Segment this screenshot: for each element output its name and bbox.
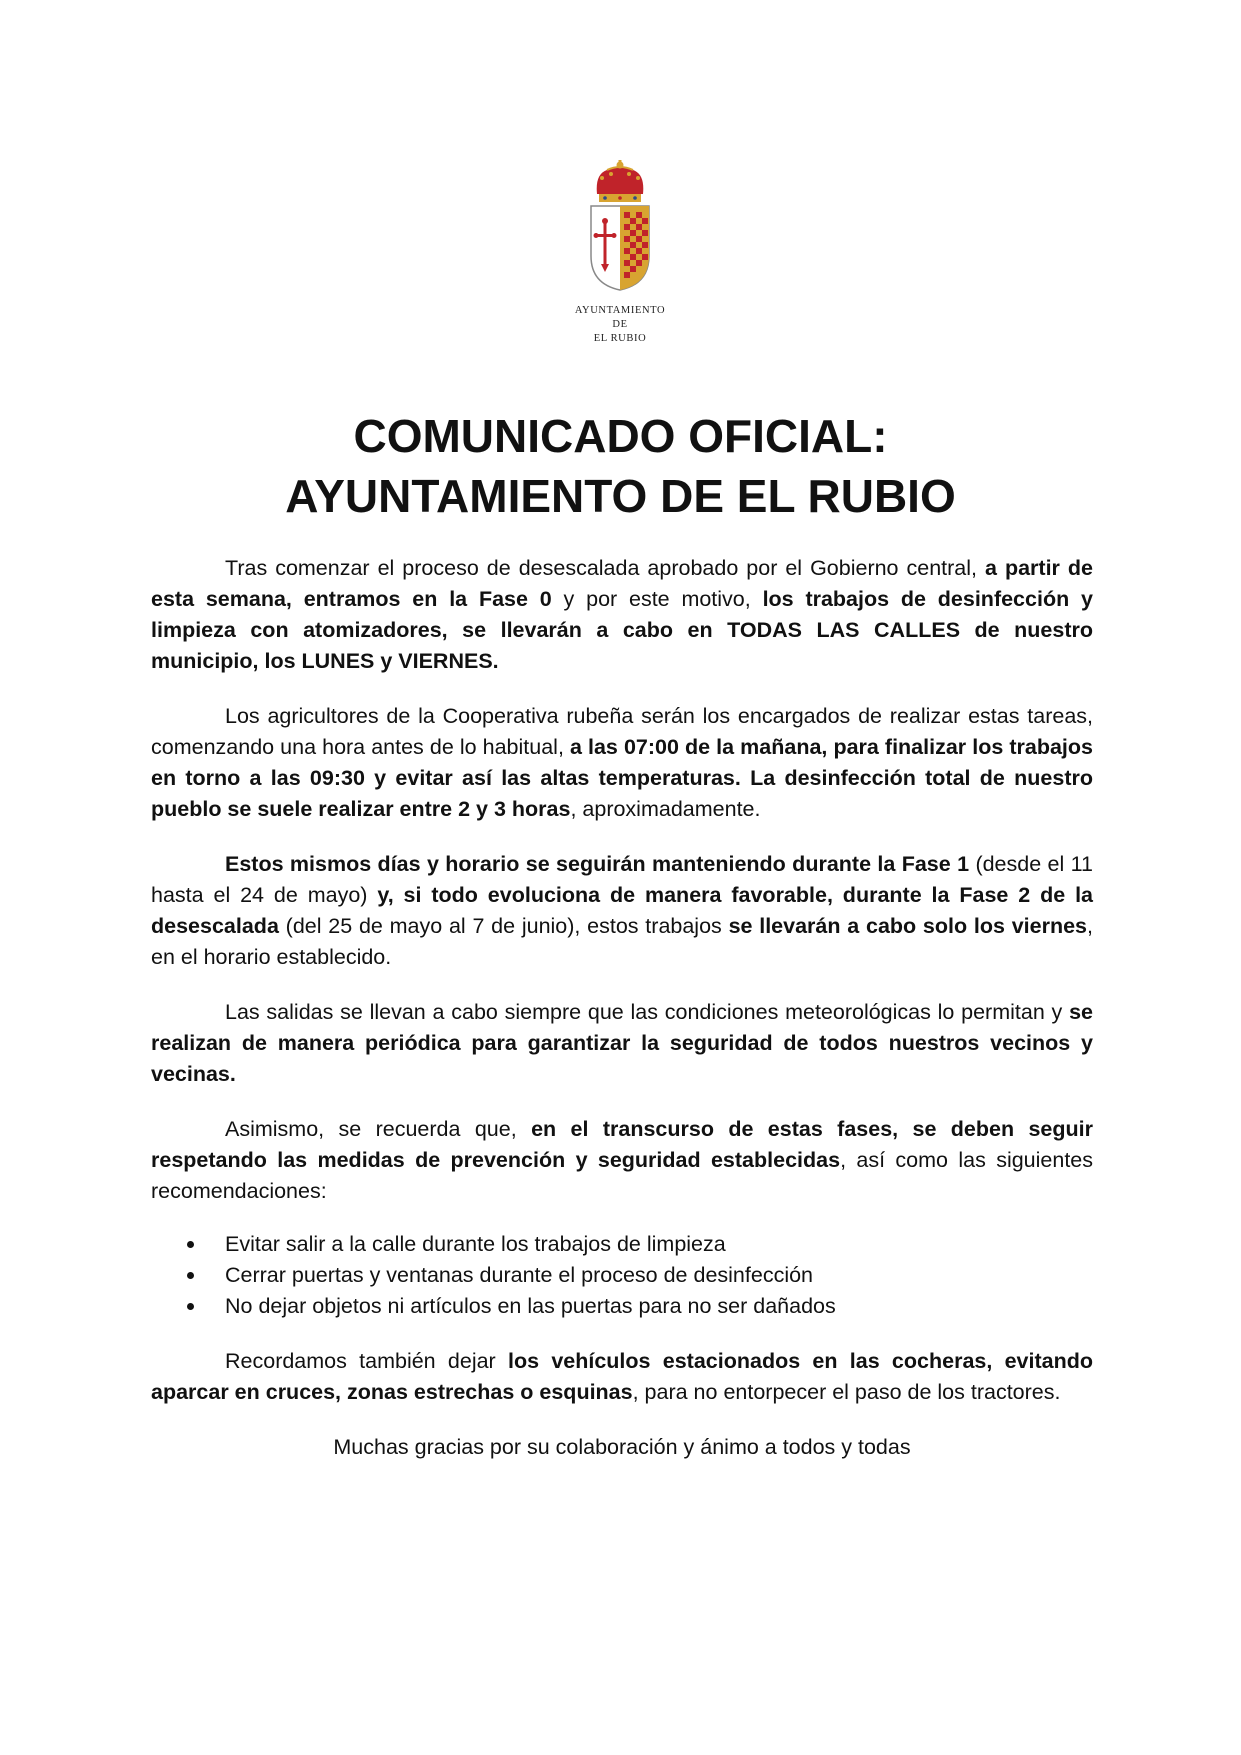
p2-text-1: Los agricultores de la Cooperativa rubeña serán los encargados de realizar estas tareas, comenzando una hora antes de lo habitual,: [151, 704, 1093, 759]
coat-of-arms-icon: [585, 160, 655, 294]
p3-bold-3: se llevarán a cabo solo los viernes: [728, 914, 1088, 938]
paragraph-6: [151, 1346, 1093, 1408]
p2-bold-1: a las 07:00 de la mañana, para finalizar los trabajos en torno a las 09:30 y evitar así las altas temperaturas. La desinfección total de nuestro pueblo se suele realizar entre 2 y 3 horas: [151, 735, 1093, 821]
bullet-icon: [187, 1241, 194, 1248]
p4-text-1: Las salidas se llevan a cabo siempre que las condiciones meteorológicas lo permitan y: [225, 1000, 1070, 1024]
title-line-1: COMUNICADO OFICIAL:: [353, 410, 888, 462]
closing-line: Muchas gracias por su colaboración y ánimo a todos y todas: [333, 1435, 911, 1459]
p1-text-2: y por este motivo,: [551, 587, 763, 611]
p1-bold-2: los trabajos de desinfección y limpieza con atomizadores, se llevarán a cabo en TODAS LAS CALLES de nuestro municipio, los LUNES y VIERNES.: [151, 587, 1093, 673]
paragraph-2: [151, 701, 1093, 825]
p3-text-3: , en el horario establecido.: [151, 914, 1093, 969]
p3-bold-1: Estos mismos días y horario se seguirán manteniendo durante la Fase 1: [225, 852, 970, 876]
paragraph-5: [151, 1114, 1093, 1207]
paragraph-3: [151, 849, 1093, 973]
p6-text-1: Recordamos también dejar: [225, 1349, 508, 1373]
bullet-icon: [187, 1303, 194, 1310]
list-item-text: Evitar salir a la calle durante los trabajos de limpieza: [225, 1232, 726, 1256]
list-item: [151, 1260, 1093, 1291]
p3-bold-2: y, si todo evoluciona de manera favorable, durante la Fase 2 de la desescalada: [151, 883, 1093, 938]
p6-text-2: , para no entorpecer el paso de los tractores.: [632, 1380, 1061, 1404]
p3-text-2: (del 25 de mayo al 7 de junio), estos trabajos: [278, 914, 729, 938]
document-body: [151, 553, 1093, 1463]
logo-caption: [560, 304, 680, 346]
bullet-icon: [187, 1272, 194, 1279]
p2-text-2: , aproximadamente.: [570, 797, 761, 821]
recommendations-list: [151, 1229, 1093, 1322]
logo-line-2: DE: [612, 319, 628, 330]
p6-bold-1: los vehículos estacionados en las cocheras, evitando aparcar en cruces, zonas estrechas o esquinas: [151, 1349, 1093, 1404]
p1-text-1: Tras comenzar el proceso de desescalada aprobado por el Gobierno central,: [225, 556, 986, 580]
paragraph-1: [151, 553, 1093, 677]
logo-line-1: AYUNTAMIENTO: [574, 305, 666, 316]
p1-bold-1: a partir de esta semana, entramos en la Fase 0: [151, 556, 1094, 611]
p5-bold-1: en el transcurso de estas fases, se deben seguir respetando las medidas de prevención y seguridad establecidas: [151, 1117, 1093, 1172]
p5-text-2: , así como las siguientes recomendaciones:: [151, 1148, 1094, 1203]
document-title: [0, 406, 1241, 526]
paragraph-4: [151, 997, 1093, 1090]
list-item-text: Cerrar puertas y ventanas durante el proceso de desinfección: [225, 1263, 814, 1287]
p5-text-1: Asimismo, se recuerda que,: [225, 1117, 532, 1141]
list-item: [151, 1229, 1093, 1260]
municipal-logo: [560, 160, 680, 346]
list-item-text: No dejar objetos ni artículos en las puertas para no ser dañados: [225, 1294, 836, 1318]
p3-text-1: (desde el 11 hasta el 24 de mayo): [151, 852, 1093, 907]
logo-line-3: EL RUBIO: [593, 333, 647, 344]
title-line-2: AYUNTAMIENTO DE EL RUBIO: [285, 470, 956, 522]
p4-bold-1: se realizan de manera periódica para garantizar la seguridad de todos nuestros vecinos y vecinas.: [151, 1000, 1093, 1086]
list-item: [151, 1291, 1093, 1322]
